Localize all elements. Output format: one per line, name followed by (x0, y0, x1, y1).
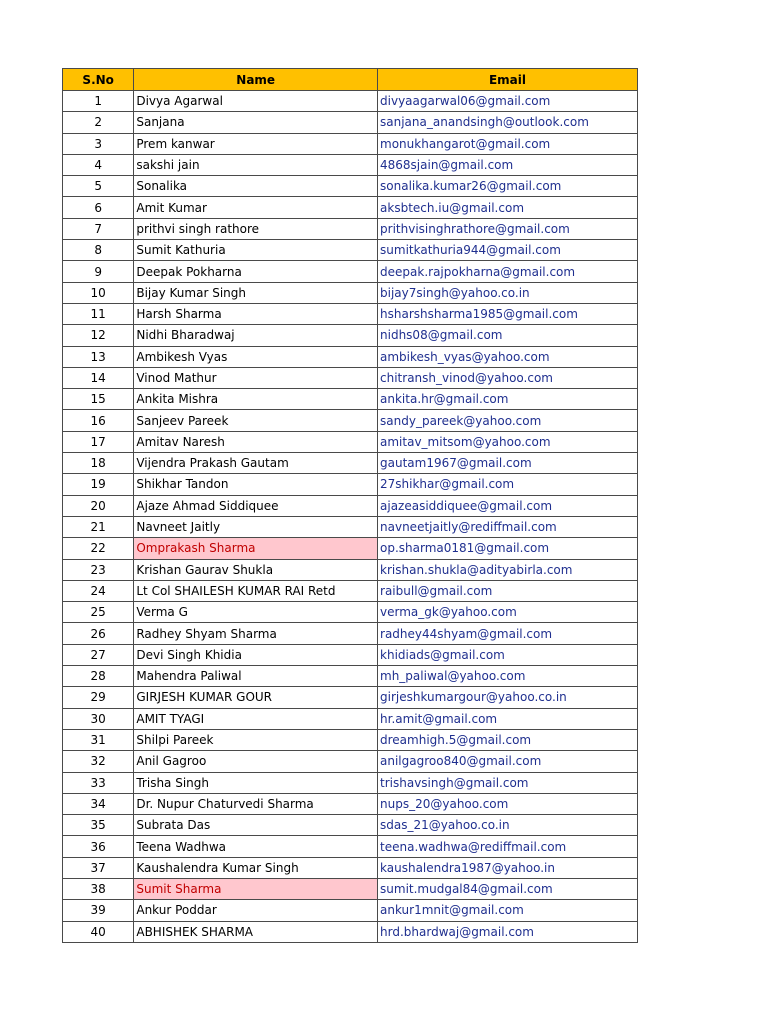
cell-sno: 3 (63, 133, 134, 154)
cell-email[interactable]: teena.wadhwa@rediffmail.com (378, 836, 638, 857)
cell-name: sakshi jain (134, 154, 378, 175)
cell-sno: 17 (63, 431, 134, 452)
cell-email[interactable]: nups_20@yahoo.com (378, 793, 638, 814)
cell-sno: 16 (63, 410, 134, 431)
cell-email[interactable]: hrd.bhardwaj@gmail.com (378, 921, 638, 942)
cell-email[interactable]: dreamhigh.5@gmail.com (378, 729, 638, 750)
table-row (63, 91, 638, 112)
cell-sno: 34 (63, 793, 134, 814)
table-row (63, 282, 638, 303)
cell-email[interactable]: op.sharma0181@gmail.com (378, 538, 638, 559)
table-row (63, 836, 638, 857)
cell-email[interactable]: khidiads@gmail.com (378, 644, 638, 665)
cell-name: Ambikesh Vyas (134, 346, 378, 367)
cell-email[interactable]: sanjana_anandsingh@outlook.com (378, 112, 638, 133)
cell-name: Nidhi Bharadwaj (134, 325, 378, 346)
cell-name: Teena Wadhwa (134, 836, 378, 857)
header-email: Email (378, 69, 638, 91)
cell-sno: 37 (63, 857, 134, 878)
cell-email[interactable]: chitransh_vinod@yahoo.com (378, 367, 638, 388)
cell-name: Verma G (134, 602, 378, 623)
cell-name: prithvi singh rathore (134, 218, 378, 239)
cell-email[interactable]: monukhangarot@gmail.com (378, 133, 638, 154)
cell-sno: 22 (63, 538, 134, 559)
cell-email[interactable]: ambikesh_vyas@yahoo.com (378, 346, 638, 367)
table-row (63, 793, 638, 814)
table-row (63, 580, 638, 601)
cell-name: Dr. Nupur Chaturvedi Sharma (134, 793, 378, 814)
table-row (63, 453, 638, 474)
table-row (63, 410, 638, 431)
table-body (63, 91, 638, 943)
header-row (63, 69, 638, 91)
cell-sno: 13 (63, 346, 134, 367)
table-row (63, 346, 638, 367)
table-row (63, 666, 638, 687)
header-sno: S.No (63, 69, 134, 91)
cell-name: Anil Gagroo (134, 751, 378, 772)
table-row (63, 516, 638, 537)
cell-sno: 8 (63, 240, 134, 261)
cell-name: Shikhar Tandon (134, 474, 378, 495)
cell-sno: 5 (63, 176, 134, 197)
cell-email[interactable]: aksbtech.iu@gmail.com (378, 197, 638, 218)
header-name: Name (134, 69, 378, 91)
cell-name: Trisha Singh (134, 772, 378, 793)
table-row (63, 687, 638, 708)
table-row (63, 602, 638, 623)
table-row (63, 751, 638, 772)
cell-email[interactable]: hsharshsharma1985@gmail.com (378, 303, 638, 324)
cell-sno: 30 (63, 708, 134, 729)
cell-name: Kaushalendra Kumar Singh (134, 857, 378, 878)
cell-email[interactable]: divyaagarwal06@gmail.com (378, 91, 638, 112)
cell-name: Sonalika (134, 176, 378, 197)
cell-sno: 12 (63, 325, 134, 346)
cell-email[interactable]: prithvisinghrathore@gmail.com (378, 218, 638, 239)
cell-sno: 35 (63, 815, 134, 836)
cell-sno: 39 (63, 900, 134, 921)
cell-email[interactable]: anilgagroo840@gmail.com (378, 751, 638, 772)
table-row (63, 559, 638, 580)
table-row (63, 495, 638, 516)
cell-sno: 31 (63, 729, 134, 750)
cell-email[interactable]: sandy_pareek@yahoo.com (378, 410, 638, 431)
cell-sno: 24 (63, 580, 134, 601)
table-row (63, 325, 638, 346)
table-row (63, 112, 638, 133)
cell-name: Navneet Jaitly (134, 516, 378, 537)
cell-name: Vijendra Prakash Gautam (134, 453, 378, 474)
cell-email[interactable]: kaushalendra1987@yahoo.in (378, 857, 638, 878)
cell-sno: 6 (63, 197, 134, 218)
table-row (63, 623, 638, 644)
table-row (63, 197, 638, 218)
cell-email[interactable]: bijay7singh@yahoo.co.in (378, 282, 638, 303)
cell-email[interactable]: 27shikhar@gmail.com (378, 474, 638, 495)
table-row (63, 240, 638, 261)
table-row (63, 261, 638, 282)
cell-sno: 21 (63, 516, 134, 537)
cell-name: Bijay Kumar Singh (134, 282, 378, 303)
cell-sno: 32 (63, 751, 134, 772)
cell-sno: 11 (63, 303, 134, 324)
cell-name: Shilpi Pareek (134, 729, 378, 750)
cell-email[interactable]: krishan.shukla@adityabirla.com (378, 559, 638, 580)
cell-name: Amit Kumar (134, 197, 378, 218)
cell-email[interactable]: ankur1mnit@gmail.com (378, 900, 638, 921)
cell-name: Krishan Gaurav Shukla (134, 559, 378, 580)
table-row (63, 538, 638, 559)
cell-sno: 7 (63, 218, 134, 239)
cell-email[interactable]: gautam1967@gmail.com (378, 453, 638, 474)
cell-sno: 9 (63, 261, 134, 282)
table-row (63, 772, 638, 793)
cell-sno: 27 (63, 644, 134, 665)
cell-email[interactable]: sdas_21@yahoo.co.in (378, 815, 638, 836)
table-row (63, 729, 638, 750)
cell-name: AMIT TYAGI (134, 708, 378, 729)
cell-email[interactable]: sumit.mudgal84@gmail.com (378, 878, 638, 899)
cell-email[interactable]: trishavsingh@gmail.com (378, 772, 638, 793)
cell-name: Lt Col SHAILESH KUMAR RAI Retd (134, 580, 378, 601)
cell-name: Divya Agarwal (134, 91, 378, 112)
cell-sno: 36 (63, 836, 134, 857)
cell-name: Amitav Naresh (134, 431, 378, 452)
table-row (63, 218, 638, 239)
cell-name: Ankita Mishra (134, 389, 378, 410)
table-row (63, 878, 638, 899)
cell-name: Harsh Sharma (134, 303, 378, 324)
cell-sno: 38 (63, 878, 134, 899)
cell-email[interactable]: ankita.hr@gmail.com (378, 389, 638, 410)
cell-email[interactable]: radhey44shyam@gmail.com (378, 623, 638, 644)
cell-sno: 33 (63, 772, 134, 793)
cell-name: Mahendra Paliwal (134, 666, 378, 687)
cell-sno: 14 (63, 367, 134, 388)
cell-email[interactable]: verma_gk@yahoo.com (378, 602, 638, 623)
table-header (63, 69, 638, 91)
cell-sno: 28 (63, 666, 134, 687)
cell-name: Sumit Sharma (134, 878, 378, 899)
cell-name: Sumit Kathuria (134, 240, 378, 261)
cell-email[interactable]: deepak.rajpokharna@gmail.com (378, 261, 638, 282)
cell-name: GIRJESH KUMAR GOUR (134, 687, 378, 708)
table-row (63, 900, 638, 921)
cell-email[interactable]: mh_paliwal@yahoo.com (378, 666, 638, 687)
cell-name: Ankur Poddar (134, 900, 378, 921)
cell-email[interactable]: nidhs08@gmail.com (378, 325, 638, 346)
cell-name: Deepak Pokharna (134, 261, 378, 282)
cell-sno: 15 (63, 389, 134, 410)
cell-email[interactable]: amitav_mitsom@yahoo.com (378, 431, 638, 452)
cell-sno: 18 (63, 453, 134, 474)
cell-name: Prem kanwar (134, 133, 378, 154)
cell-sno: 29 (63, 687, 134, 708)
contact-table (62, 68, 638, 943)
cell-email[interactable]: girjeshkumargour@yahoo.co.in (378, 687, 638, 708)
cell-sno: 25 (63, 602, 134, 623)
cell-sno: 19 (63, 474, 134, 495)
table-row (63, 921, 638, 942)
cell-email[interactable]: sonalika.kumar26@gmail.com (378, 176, 638, 197)
table-row (63, 815, 638, 836)
table-row (63, 708, 638, 729)
cell-sno: 20 (63, 495, 134, 516)
cell-name: Ajaze Ahmad Siddiquee (134, 495, 378, 516)
cell-sno: 26 (63, 623, 134, 644)
table-row (63, 303, 638, 324)
cell-name: Subrata Das (134, 815, 378, 836)
cell-email[interactable]: ajazeasiddiquee@gmail.com (378, 495, 638, 516)
cell-email[interactable]: hr.amit@gmail.com (378, 708, 638, 729)
cell-sno: 1 (63, 91, 134, 112)
cell-sno: 10 (63, 282, 134, 303)
table-row (63, 431, 638, 452)
cell-sno: 4 (63, 154, 134, 175)
table-row (63, 133, 638, 154)
cell-name: ABHISHEK SHARMA (134, 921, 378, 942)
table-row (63, 176, 638, 197)
table-row (63, 154, 638, 175)
table-row (63, 367, 638, 388)
table-row (63, 389, 638, 410)
cell-name: Radhey Shyam Sharma (134, 623, 378, 644)
cell-name: Vinod Mathur (134, 367, 378, 388)
cell-name: Devi Singh Khidia (134, 644, 378, 665)
cell-name: Sanjeev Pareek (134, 410, 378, 431)
cell-email[interactable]: 4868sjain@gmail.com (378, 154, 638, 175)
cell-sno: 23 (63, 559, 134, 580)
cell-name: Omprakash Sharma (134, 538, 378, 559)
cell-email[interactable]: navneetjaitly@rediffmail.com (378, 516, 638, 537)
cell-name: Sanjana (134, 112, 378, 133)
table-row (63, 644, 638, 665)
cell-sno: 40 (63, 921, 134, 942)
table-row (63, 474, 638, 495)
cell-email[interactable]: raibull@gmail.com (378, 580, 638, 601)
cell-email[interactable]: sumitkathuria944@gmail.com (378, 240, 638, 261)
cell-sno: 2 (63, 112, 134, 133)
table-row (63, 857, 638, 878)
